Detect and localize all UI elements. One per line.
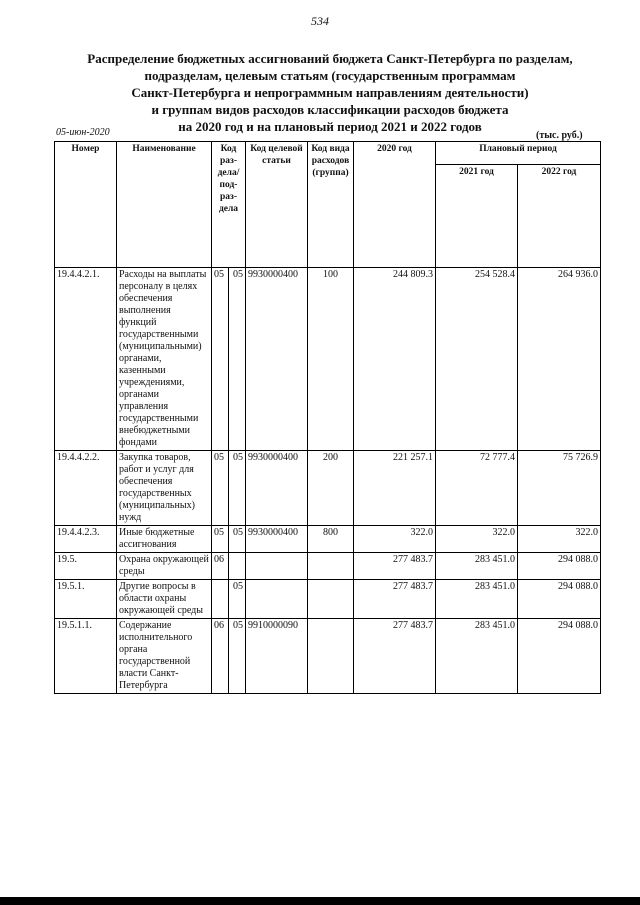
row-section: 06	[212, 619, 229, 694]
budget-table	[54, 141, 601, 694]
row-subsection: 05	[229, 619, 246, 694]
row-target-code: 9930000400	[246, 526, 308, 553]
header-name: Наименование	[117, 142, 212, 268]
row-amount-2020: 322.0	[354, 526, 436, 553]
row-number: 19.5.1.1.	[55, 619, 117, 694]
row-expense-type	[308, 619, 354, 694]
table-row	[55, 619, 601, 694]
row-amount-2021: 283 451.0	[436, 553, 518, 580]
document-date: 05-июн-2020	[56, 127, 110, 138]
header-target-code: Код целевой статьи	[246, 142, 308, 268]
row-amount-2020: 221 257.1	[354, 451, 436, 526]
row-number: 19.5.1.	[55, 580, 117, 619]
title-line-2: подразделам, целевым статьям (государственным программам	[144, 68, 516, 83]
row-amount-2020: 244 809.3	[354, 268, 436, 451]
row-section: 05	[212, 268, 229, 451]
header-row	[55, 142, 601, 165]
scan-edge-bar	[0, 897, 640, 905]
row-expense-type	[308, 580, 354, 619]
row-expense-type: 100	[308, 268, 354, 451]
row-number: 19.4.4.2.2.	[55, 451, 117, 526]
document-title	[60, 50, 600, 135]
header-year-2021: 2021 год	[436, 165, 518, 268]
row-number: 19.4.4.2.3.	[55, 526, 117, 553]
row-amount-2020: 277 483.7	[354, 553, 436, 580]
row-target-code: 9910000090	[246, 619, 308, 694]
row-amount-2022: 322.0	[518, 526, 601, 553]
row-name: Иные бюджетные ассигнования	[117, 526, 212, 553]
row-target-code	[246, 553, 308, 580]
table-row	[55, 526, 601, 553]
title-line-1: Распределение бюджетных ассигнований бюджета Санкт-Петербурга по разделам,	[87, 51, 573, 66]
row-amount-2020: 277 483.7	[354, 619, 436, 694]
title-line-3: Санкт-Петербурга и непрограммным направлениям деятельности)	[131, 85, 529, 100]
title-line-5: на 2020 год и на плановый период 2021 и 2022 годов	[178, 119, 482, 134]
row-section: 06	[212, 553, 229, 580]
row-amount-2021: 322.0	[436, 526, 518, 553]
header-section-code: Код раз-дела/ под-раз-дела	[212, 142, 246, 268]
row-amount-2022: 264 936.0	[518, 268, 601, 451]
row-expense-type	[308, 553, 354, 580]
row-subsection: 05	[229, 580, 246, 619]
row-amount-2022: 294 088.0	[518, 619, 601, 694]
table-row	[55, 451, 601, 526]
unit-label: (тыс. руб.)	[536, 130, 583, 141]
row-subsection: 05	[229, 268, 246, 451]
row-name: Охрана окружающей среды	[117, 553, 212, 580]
row-subsection: 05	[229, 451, 246, 526]
row-expense-type: 200	[308, 451, 354, 526]
row-expense-type: 800	[308, 526, 354, 553]
header-number: Номер	[55, 142, 117, 268]
row-subsection: 05	[229, 526, 246, 553]
row-subsection	[229, 553, 246, 580]
row-name: Другие вопросы в области охраны окружающей среды	[117, 580, 212, 619]
header-year-2022: 2022 год	[518, 165, 601, 268]
header-expense-type: Код вида расходов (группа)	[308, 142, 354, 268]
table-row	[55, 268, 601, 451]
row-target-code: 9930000400	[246, 451, 308, 526]
header-year-2020: 2020 год	[354, 142, 436, 268]
row-amount-2022: 294 088.0	[518, 553, 601, 580]
table-row	[55, 580, 601, 619]
row-number: 19.5.	[55, 553, 117, 580]
row-section: 05	[212, 451, 229, 526]
row-amount-2021: 283 451.0	[436, 580, 518, 619]
row-amount-2021: 254 528.4	[436, 268, 518, 451]
row-name: Расходы на выплаты персоналу в целях обеспечения выполнения функций государственными (муниципальными) органами, казенными учреждениями, органами управления государственными внебюджетными фондами	[117, 268, 212, 451]
row-amount-2020: 277 483.7	[354, 580, 436, 619]
row-amount-2021: 72 777.4	[436, 451, 518, 526]
table-row	[55, 553, 601, 580]
row-amount-2022: 294 088.0	[518, 580, 601, 619]
row-name: Содержание исполнительного органа государственной власти Санкт-Петербурга	[117, 619, 212, 694]
row-name: Закупка товаров, работ и услуг для обеспечения государственных (муниципальных) нужд	[117, 451, 212, 526]
row-target-code: 9930000400	[246, 268, 308, 451]
row-target-code	[246, 580, 308, 619]
title-line-4: и группам видов расходов классификации расходов бюджета	[151, 102, 509, 117]
header-plan-period: Плановый период	[436, 142, 601, 165]
page-number: 534	[311, 14, 329, 28]
row-number: 19.4.4.2.1.	[55, 268, 117, 451]
row-amount-2021: 283 451.0	[436, 619, 518, 694]
row-amount-2022: 75 726.9	[518, 451, 601, 526]
row-section	[212, 580, 229, 619]
row-section: 05	[212, 526, 229, 553]
